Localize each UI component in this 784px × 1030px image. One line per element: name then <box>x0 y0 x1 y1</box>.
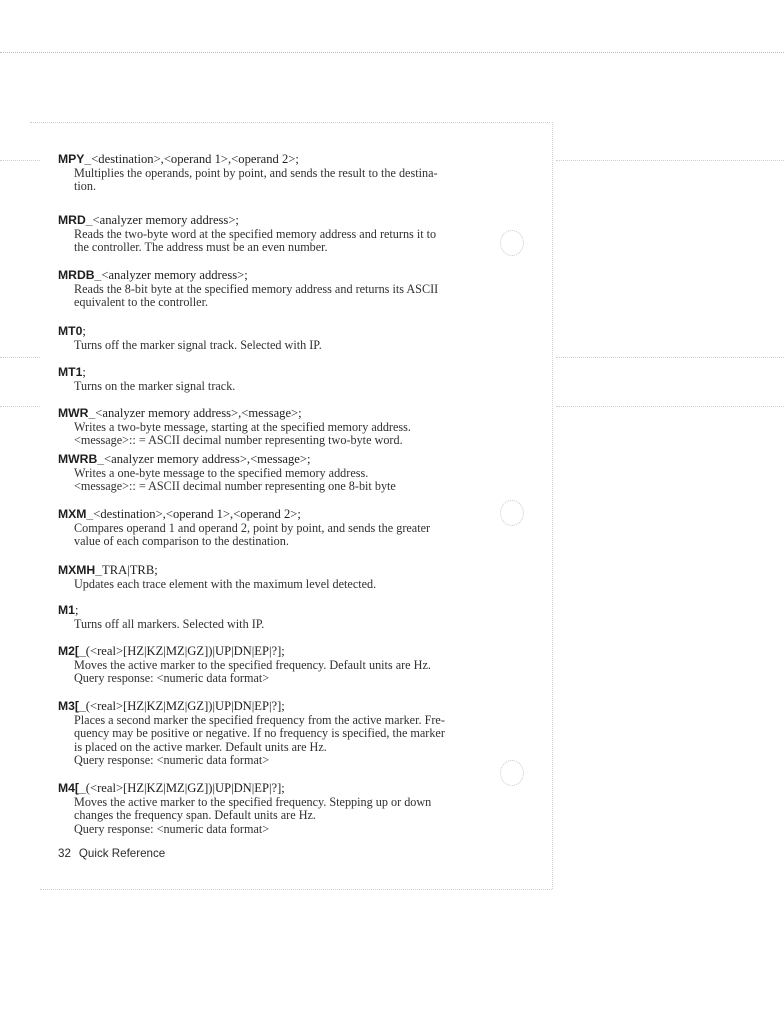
entry-description <box>58 380 478 393</box>
entry-heading <box>58 152 478 167</box>
command-name: MRDB_ <box>58 268 102 282</box>
description-line: Moves the active marker to the specified frequency. Default units are Hz. <box>74 658 431 672</box>
command-name: MPY_ <box>58 152 92 166</box>
description-line: tion. <box>74 179 97 194</box>
entry-heading <box>58 563 478 578</box>
entry-mxmh <box>58 563 478 591</box>
scan-line-left-2 <box>0 357 40 358</box>
entry-heading <box>58 324 478 339</box>
scan-line-right-1 <box>556 160 784 161</box>
scan-line-bottom <box>40 889 552 890</box>
scan-line-left-3 <box>0 406 40 407</box>
description-line: Query response: <numeric data format> <box>74 671 270 686</box>
command-params: ; <box>82 324 86 338</box>
command-name: MT1 <box>58 365 83 379</box>
entry-description <box>58 228 478 255</box>
command-params: (<real>[HZ|KZ|MZ|GZ])|UP|DN|EP|?]; <box>85 699 285 713</box>
entry-heading <box>58 452 478 467</box>
section-title: Quick Reference <box>78 847 166 860</box>
entry-description <box>58 796 478 836</box>
command-name: M1 <box>58 603 75 617</box>
entry-heading <box>58 406 478 421</box>
description-line: Places a second marker the specified frequency from the active marker. Fre- <box>74 713 445 727</box>
description-line: equivalent to the controller. <box>74 295 209 310</box>
entry-mxm <box>58 507 478 549</box>
entry-heading <box>58 699 478 714</box>
description-line: changes the frequency span. Default units are Hz. <box>74 808 316 823</box>
description-line: is placed on the active marker. Default units are Hz. <box>74 739 327 754</box>
scan-line-upper <box>30 122 550 123</box>
entry-description <box>58 167 478 194</box>
scan-line-right-3 <box>556 406 784 407</box>
description-line: Writes a two-byte message, starting at the specified memory address. <box>74 420 411 434</box>
punch-hole-1 <box>500 230 524 256</box>
page-footer <box>58 847 165 860</box>
description-line: Turns off all markers. Selected with IP. <box>74 617 265 631</box>
command-params: ; <box>82 365 86 379</box>
command-params: ; <box>74 603 79 617</box>
entry-description <box>58 421 478 448</box>
page-number: 32 <box>58 847 71 860</box>
command-params: TRA|TRB; <box>102 563 158 577</box>
command-name: M4[_ <box>58 781 86 795</box>
description-line: Reads the 8-bit byte at the specified memory address and returns its ASCII <box>74 282 439 296</box>
entry-description <box>58 659 478 686</box>
entry-description <box>58 467 478 494</box>
entry-description <box>58 283 478 310</box>
command-params: <destination>,<operand 1>,<operand 2>; <box>93 507 301 521</box>
entry-description <box>58 618 478 631</box>
description-line: Compares operand 1 and operand 2, point by point, and sends the greater <box>74 521 431 535</box>
punch-hole-2 <box>500 500 524 526</box>
command-params: (<real>[HZ|KZ|MZ|GZ])|UP|DN|EP|?]; <box>85 644 285 658</box>
entry-heading <box>58 365 478 380</box>
entry-description <box>58 578 478 591</box>
entry-m4 <box>58 781 478 836</box>
description-line: Query response: <numeric data format> <box>74 821 270 836</box>
entry-heading <box>58 213 478 228</box>
scan-vline-right <box>552 122 553 889</box>
entry-m1 <box>58 603 478 631</box>
entry-heading <box>58 603 478 618</box>
description-line: Query response: <numeric data format> <box>74 753 270 768</box>
description-line: Turns on the marker signal track. <box>74 379 236 393</box>
description-line: Updates each trace element with the maximum level detected. <box>74 577 377 591</box>
scan-line-right-2 <box>556 357 784 358</box>
command-name: MT0 <box>58 324 83 338</box>
description-line: Multiplies the operands, point by point, and sends the result to the destina- <box>74 166 438 180</box>
description-line: value of each comparison to the destination. <box>74 534 289 549</box>
description-line: <message>:: = ASCII decimal number representing two-byte word. <box>74 433 403 448</box>
entry-mt1 <box>58 365 478 393</box>
entry-mwr <box>58 406 478 448</box>
command-params: <analyzer memory address>,<message>; <box>104 452 311 466</box>
description-line: <message>:: = ASCII decimal number representing one 8-bit byte <box>74 479 396 494</box>
command-name: MXMH_ <box>58 563 103 577</box>
description-line: Moves the active marker to the specified frequency. Stepping up or down <box>74 795 432 809</box>
entry-heading <box>58 644 478 659</box>
entry-mrdb <box>58 268 478 310</box>
entry-m2 <box>58 644 478 686</box>
entry-mt0 <box>58 324 478 352</box>
description-line: Writes a one-byte message to the specified memory address. <box>74 466 369 480</box>
entry-heading <box>58 507 478 522</box>
entry-mrd <box>58 213 478 255</box>
scan-line-left-1 <box>0 160 40 161</box>
entry-mpy <box>58 152 478 194</box>
command-params: <analyzer memory address>; <box>92 213 239 227</box>
command-params: <analyzer memory address>,<message>; <box>95 406 302 420</box>
entry-m3 <box>58 699 478 768</box>
command-name: M3[_ <box>58 699 86 713</box>
description-line: Reads the two-byte word at the specified memory address and returns it to <box>74 227 437 241</box>
description-line: the controller. The address must be an even number. <box>74 240 328 255</box>
entry-mwrb <box>58 452 478 494</box>
command-name: M2[_ <box>58 644 86 658</box>
command-params: <destination>,<operand 1>,<operand 2>; <box>91 152 299 166</box>
command-params: <analyzer memory address>; <box>101 268 248 282</box>
entry-description <box>58 714 478 768</box>
command-name: MWR_ <box>58 406 96 420</box>
command-name: MRD_ <box>58 213 93 227</box>
entry-heading <box>58 781 478 796</box>
command-params: (<real>[HZ|KZ|MZ|GZ])|UP|DN|EP|?]; <box>85 781 285 795</box>
entry-description <box>58 339 478 352</box>
description-line: quency may be positive or negative. If no frequency is specified, the marker <box>74 726 445 741</box>
command-name: MXM_ <box>58 507 94 521</box>
entry-heading <box>58 268 478 283</box>
punch-hole-3 <box>500 760 524 786</box>
command-name: MWRB_ <box>58 452 105 466</box>
entry-description <box>58 522 478 549</box>
scan-line-top <box>0 52 784 53</box>
description-line: Turns off the marker signal track. Selected with IP. <box>74 338 322 352</box>
